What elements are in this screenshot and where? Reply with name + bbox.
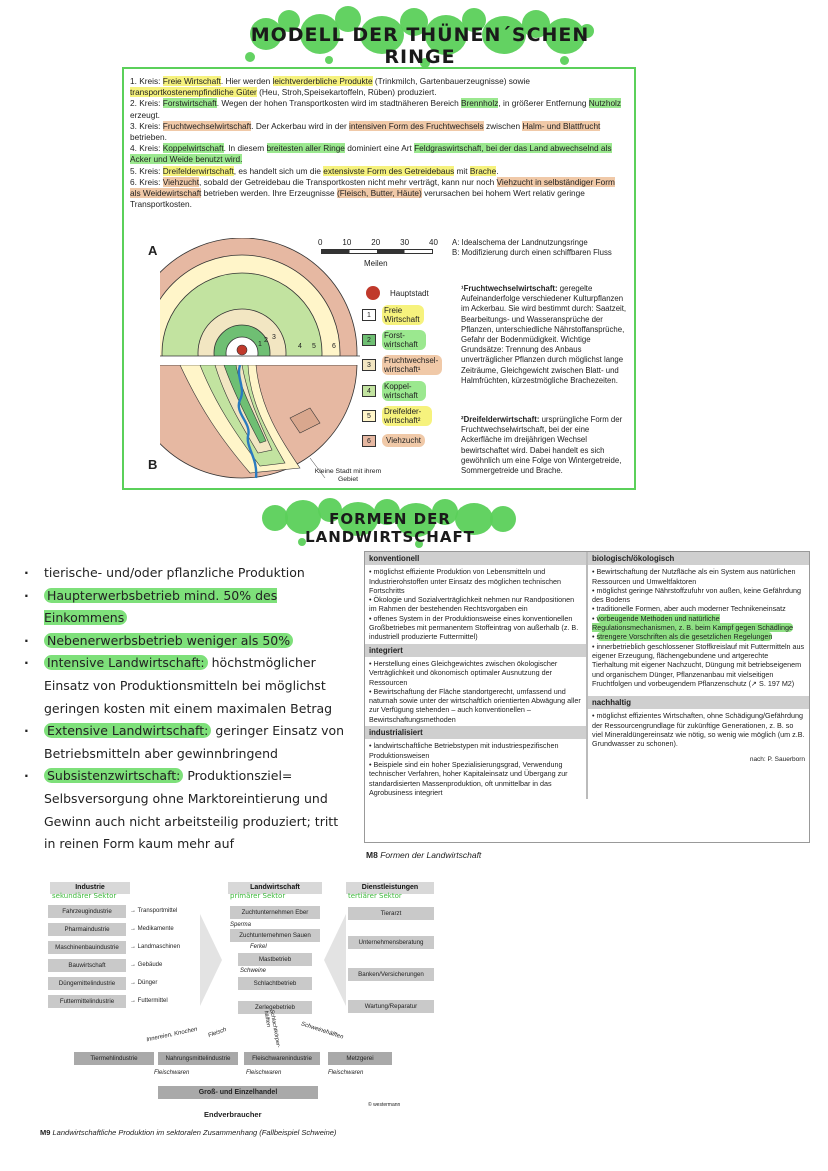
diagram-caption: M9 Landwirtschaftliche Produktion im sektoralen Zusammenhang (Fallbeispiel Schweine) (40, 1128, 337, 1137)
ring-number: 4 (298, 343, 302, 350)
ring-number: 3 (272, 334, 276, 341)
diagram-dl-item: Unternehmensberatung (348, 936, 434, 949)
forms-point: • vorbeugende Methoden und natürliche Regulationsmechanismen, z. B. beim Kampf gegen Schädlinge (592, 613, 793, 633)
scale-tick: 40 (429, 238, 438, 247)
diagram-hand-dienst: tertiärer Sektor (348, 892, 402, 900)
diagram-ind-product: → Transportmittel (130, 908, 178, 914)
forms-head-konventionell: konventionell (365, 552, 586, 565)
forms-point: • Ökologie und Sozialverträglichkeit nehmen nur Randpositionen im Rahmen der bestehenden Rechtsvorgaben ein (369, 595, 575, 614)
diagram-lw-label: Sperma (230, 922, 252, 928)
legend-hauptstadt: Hauptstadt (366, 286, 429, 300)
diagram-bottom-item: Tiermehlindustrie (74, 1052, 154, 1065)
diagram-flow-label: Fleisch (207, 1026, 228, 1040)
forms-cell (365, 565, 586, 643)
forms-point: • Bewirtschaftung der Nutzfläche als ein System aus natürlichen Ressourcen und Umweltfaktoren (592, 567, 796, 586)
forms-head-bio: biologisch/ökologisch (588, 552, 809, 565)
forms-head-nachhaltig: nachhaltig (588, 696, 809, 709)
forms-point: • Bewirtschaftung der Fläche standortgerecht, umfassend und naturnah sowie unter der wirtschaftlich orientierten Abwägung aller zur Verfügung stehenden – auch konventionellen – Bewirtschaftungsmethoden (369, 686, 581, 724)
ring-number: 2 (264, 337, 268, 344)
sector-diagram (38, 874, 450, 1124)
diagram-ind-product: → Dünger (130, 980, 158, 986)
diagram-hand-landwirtschaft: primärer Sektor (230, 892, 286, 900)
diagram-bottom-label: Fleischwaren (246, 1070, 282, 1076)
forms-cell (588, 709, 809, 765)
legend-item: 3 Fruchtwechsel- wirtschaft¹ (362, 355, 442, 375)
diagram-lw-label: Ferkel (250, 944, 267, 950)
forms-point: • traditionelle Formen, aber auch moderner Technikeneinsatz (592, 604, 786, 614)
forms-head-industrialisiert: industrialisiert (365, 726, 586, 739)
ring-number: 1 (258, 341, 262, 348)
bullet-list (20, 562, 350, 856)
diagram-bottom-item: Nahrungsmittelindustrie (158, 1052, 238, 1065)
forms-point: • strengere Vorschriften als die gesetzlichen Regelungen (592, 632, 773, 642)
forms-table (365, 552, 809, 799)
diagram-copy: © westermann (368, 1102, 401, 1108)
forms-cell (365, 657, 586, 726)
diagram-gross: Groß- und Einzelhandel (158, 1086, 318, 1099)
legend-item: 4 Koppel- wirtschaft (362, 381, 426, 401)
legend-item: 6 Viehzucht (362, 434, 425, 447)
diagram-ind-item: Düngemittelindustrie (48, 977, 126, 990)
diagram-lw-item: Zerlegebetrieb (238, 1001, 312, 1014)
legend-item: 2 Forst- wirtschaft (362, 330, 426, 350)
diagram-ind-item: Futtermittelindustrie (48, 995, 126, 1008)
forms-caption: M8 Formen der Landwirtschaft (366, 850, 482, 860)
diagram-ind-product: → Landmaschinen (130, 944, 181, 950)
ring-number: 5 (312, 343, 316, 350)
diagram-bottom-label: Fleischwaren (328, 1070, 364, 1076)
forms-point: • innerbetrieblich geschlossener Stoffkreislauf mit Futtermitteln aus eigener Erzeugung, flächengebundene und artgerechte Tierhaltung mit eigener Nachzucht, Düngung mit betriebseigenem und organischem Dünger, Pflanzenanbau mit vielseitigen Fruchtfolgen und vorbeugendem Pflanzenschutz (↗ S. 197 M2) (592, 641, 805, 688)
bullet-item: · Extensive Landwirtschaft: geringer Einsatz von Betriebsmitteln aber gewinnbringend (20, 720, 350, 765)
diagram-lw-label: Schweine (240, 968, 267, 974)
kreis-item: 6. Kreis: Viehzucht, sobald der Getreidebau die Transportkosten nicht mehr verträgt, kann nur noch Viehzucht in selbständiger Form als Weidewirtschaft betrieben werden. Ihre Erzeugnisse (Fleisch, Butter, Häute) verursachen bei hohem Wert relativ geringe Transportkosten. (130, 176, 615, 210)
diagram-bottom-item: Fleischwarenindustrie (244, 1052, 320, 1065)
diagram-flow-label: Innereien, Knochen (145, 1026, 199, 1044)
thuenen-map (160, 238, 360, 488)
small-city-label: Kleine Stadt mit ihrem Gebiet (314, 468, 382, 483)
diagram-head-landwirtschaft: Landwirtschaft (228, 882, 322, 894)
bullet-item: · tierische- und/oder pflanzliche Produktion (20, 562, 350, 585)
kreis-item: 1. Kreis: Freie Wirtschaft. Hier werden leichtverderbliche Produkte (Trinkmilch, Gartenbauerzeugnisse) sowie transportkostenempfindliche Güter (Heu, Stroh,Speisekartoffeln, Rüben) produziert. (130, 76, 530, 98)
forms-source: nach: P. Sauerborn (749, 755, 805, 763)
diagram-ind-item: Fahrzeugindustrie (48, 905, 126, 918)
scale-tick: 0 (318, 238, 323, 247)
scale-tick: 30 (400, 238, 410, 247)
bullet-item: · Nebenerwerbsbetrieb weniger als 50% (20, 630, 350, 653)
kreis-item: 5. Kreis: Dreifelderwirtschaft, es handelt sich um die extensivste Form des Getreidebaus mit Brache. (130, 165, 499, 176)
bullet-item: · Intensive Landwirtschaft: höchstmöglicher Einsatz von Produktionsmitteln bei möglichst geringen kosten mit einem maximalen Betrag (20, 652, 350, 720)
diagram-hand-industrie: sekundärer Sektor (52, 892, 117, 900)
map-label-b: B (148, 457, 158, 472)
note-fruchtwechsel: ¹Fruchtwechselwirtschaft: geregelte Aufeinanderfolge verschiedener Kulturpflanzen im Ackerbau. Sie wird bestimmt durch: Saatzeit, Bearbeitungs- und Wasseransprüche der Pflanzen, unterschiedliche Nährstoffansprüche, Gefahr der Bodenmüdigkeit. Wichtige Grundsätze: Trennung des Anbaus unverträglicher Pflanzen durch möglichst lange Zeiträume, Gleichgewicht zwischen Blatt- und Halmfrüchten, kürzestmögliche Brachezeiten. (461, 284, 627, 385)
note-dreifelder: ²Dreifelderwirtschaft: ursprüngliche Form der Fruchtwechselwirtschaft, bei der eine Ackerfläche im dreijährigen Wechsel bewirtschaftet wird. Dabei handelt es sich gewöhnlich um eine Folge von Wintergetreide, Sommergetreide und Brache. (461, 415, 623, 476)
bullet-item: · Haupterwerbsbetrieb mind. 50% des Einkommens (20, 585, 350, 630)
diagram-head-dienst: Dienstleistungen (346, 882, 434, 894)
diagram-end: Endverbraucher (204, 1110, 262, 1119)
diagram-flow-label: Schweinehälften (300, 1021, 344, 1041)
ring-number: 6 (332, 343, 336, 350)
scale-tick: 10 (342, 238, 352, 247)
diagram-dl-item: Wartung/Reparatur (348, 1000, 434, 1013)
kreis-list (120, 76, 625, 210)
legend-item: 1 Freie Wirtschaft (362, 305, 424, 325)
forms-cell (365, 739, 586, 799)
diagram-lw-item: Zuchtunternehmen Eber (230, 906, 320, 919)
forms-point: • offenes System in der Produktionsweise eines konventionellen Großbetriebes mit permanentem Stoffeintrag von außerhalb (z. B. industriell produzierte Futtermittel) (369, 613, 579, 642)
map-caption: A: Idealschema der Landnutzungsringe B: Modifizierung durch einen schiffbaren Fluss (452, 238, 612, 257)
diagram-dl-item: Banken/Versicherungen (348, 968, 434, 981)
forms-point: • Beispiele sind ein hoher Spezialisierungsgrad, Verwendung technischer Verfahren, hoher Kapitaleinsatz und Übergang zur standardisierten Massenproduktion, oft unmittelbar in das Agrobusiness integriert (369, 759, 568, 797)
diagram-bottom-label: Fleischwaren (154, 1070, 190, 1076)
forms-table-wrap (364, 551, 810, 843)
diagram-arrow (324, 914, 346, 1006)
bullet-item: · Subsistenzwirtschaft: Produktionsziel= Selbsversorgung ohne Marktoreintierung und Gewinn auch nicht arbeitsteilig produziert; tritt in reinen Form kaum mehr auf (20, 765, 350, 855)
kreis-item: 2. Kreis: Forstwirtschaft. Wegen der hohen Transportkosten wird im stadtnäheren Bereich Brennholz, in größerer Entfernung Nutzholz erzeugt. (130, 98, 622, 120)
diagram-lw-item: Schlachtbetrieb (238, 977, 312, 990)
map-label-a: A (148, 243, 158, 258)
diagram-ind-item: Pharmaindustrie (48, 923, 126, 936)
diagram-ind-item: Maschinenbauindustrie (48, 941, 126, 954)
diagram-flow-label: Schlachtkörper-hälften (262, 1009, 281, 1049)
diagram-ind-product: → Gebäude (130, 962, 163, 968)
legend-item: 5 Dreifelder- wirtschaft² (362, 406, 432, 426)
diagram-bottom-item: Metzgerei (328, 1052, 392, 1065)
forms-point: • möglichst effiziente Produktion von Lebensmitteln und Industrierohstoffen unter Einsatz des möglichen technischen Fortschritts (369, 567, 562, 595)
diagram-ind-product: → Medikamente (130, 926, 174, 932)
kreis-item: 3. Kreis: Fruchtwechselwirtschaft. Der Ackerbau wird in der intensiven Form des Fruchtwechsels zwischen Halm- und Blattfrucht betrieben. (130, 120, 601, 143)
diagram-ind-item: Bauwirtschaft (48, 959, 126, 972)
forms-point: • landwirtschaftliche Betriebstypen mit industriespezifischen Produktionsweisen (369, 741, 559, 760)
page-title-thuenen: MODELL DER THÜNEN´SCHEN RINGE (250, 24, 590, 68)
forms-point: • möglichst effizientes Wirtschaften, ohne Schädigung/Gefährdung der Ressourcengrundlage für zukünftige Generationen, z. B. so viel Mineraldüngereinsatz wie nötig, so wenig wie möglich (um z.B. Grundwasser zu schonen). (592, 711, 805, 749)
kreis-item: 4. Kreis: Koppelwirtschaft. In diesem breitesten aller Ringe dominiert eine Art Feldgraswirtschaft, bei der das Land abwechselnd als Acker und Weide benutzt wird. (130, 143, 612, 165)
scale-unit: Meilen (364, 259, 388, 268)
diagram-head-industrie: Industrie (50, 882, 130, 894)
forms-cell (588, 565, 809, 690)
forms-head-integriert: integriert (365, 644, 586, 657)
scale-tick: 20 (371, 238, 381, 247)
page-title-formen: FORMEN DER LANDWIRTSCHAFT (305, 510, 475, 546)
forms-point: • Herstellung eines Gleichgewichtes zwischen ökologischer Verträglichkeit und ökonomisch optimaler Ausnutzung der Ressourcen (369, 658, 558, 687)
diagram-arrow (200, 914, 222, 1006)
diagram-lw-item: Mastbetrieb (238, 953, 312, 966)
forms-point: • möglichst geringe Nährstoffzufuhr von außen, keine Gefährdung des Bodens (592, 585, 801, 605)
diagram-lw-item: Zuchtunternehmen Sauen (230, 929, 320, 942)
diagram-ind-product: → Futtermittel (130, 998, 168, 1004)
diagram-dl-item: Tierarzt (348, 907, 434, 920)
hauptstadt-dot (237, 345, 247, 355)
